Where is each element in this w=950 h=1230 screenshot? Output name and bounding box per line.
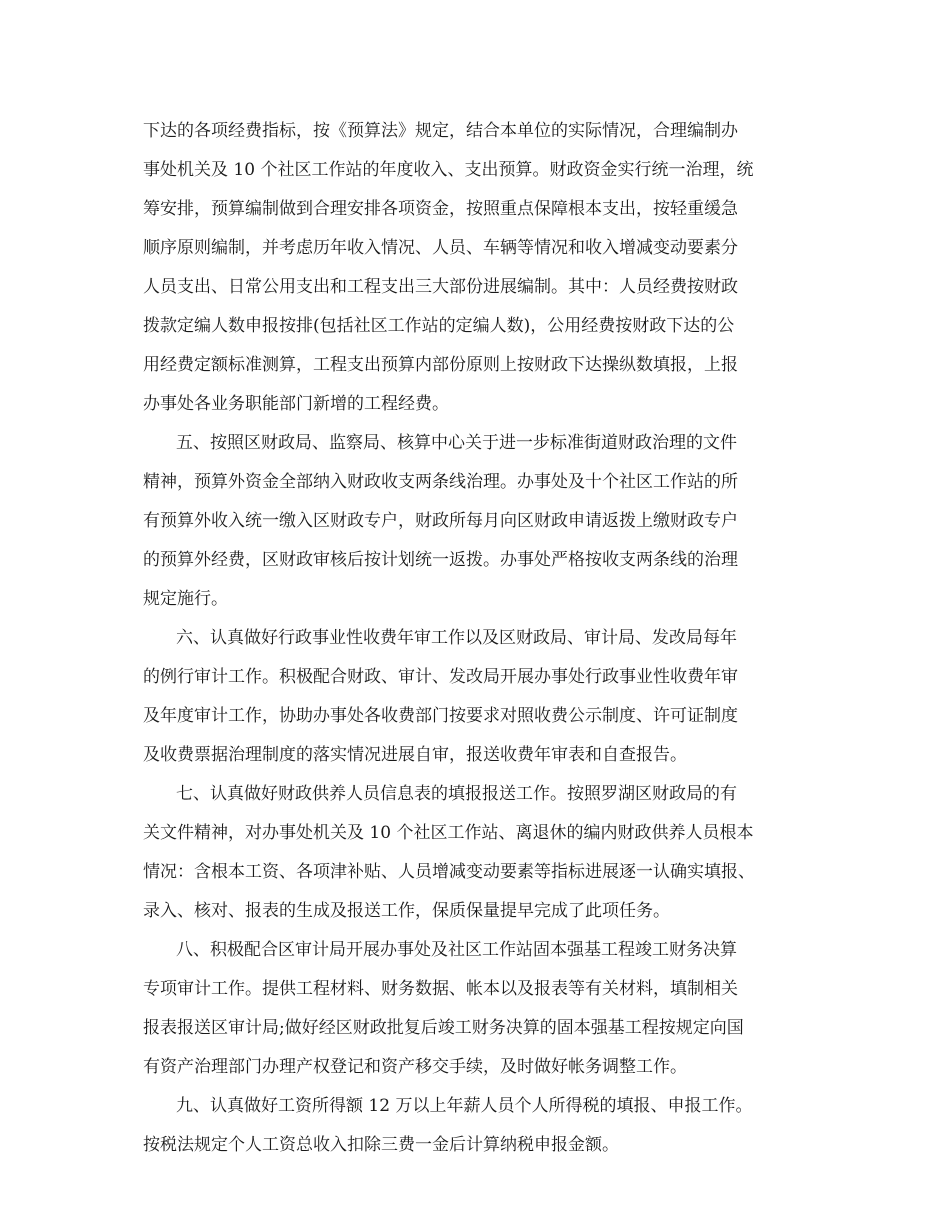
paragraph-item-5: [143, 424, 808, 619]
paragraph-budget-preparation: [143, 112, 808, 424]
text-line: 按税法规定个人工资总收入扣除三费一金后计算纳税申报金额。: [143, 1135, 619, 1155]
text-line: 九、认真做好工资所得额 12 万以上年薪人员个人所得税的填报、申报工作。: [176, 1096, 753, 1116]
text-line: 专项审计工作。提供工程材料、财务数据、帐本以及报表等有关材料，填制相关: [143, 979, 738, 999]
text-line: 下达的各项经费指标，按《预算法》规定，结合本单位的实际情况，合理编制办: [143, 121, 738, 141]
text-line: 五、按照区财政局、监察局、核算中心关于进一步标准街道财政治理的文件: [176, 433, 737, 453]
text-line: 情况：含根本工资、各项津补贴、人员增减变动要素等指标进展逐一认确实填报、: [143, 862, 755, 882]
text-line: 顺序原则编制，并考虑历年收入情况、人员、车辆等情况和收入增减变动要素分: [143, 238, 738, 258]
text-line: 报表报送区审计局;做好经区财政批复后竣工财务决算的固本强基工程按规定向国: [143, 1018, 744, 1038]
paragraph-item-9: [143, 1087, 808, 1165]
text-line: 人员支出、日常公用支出和工程支出三大部份进展编制。其中：人员经费按财政: [143, 277, 738, 297]
text-line: 事处机关及 10 个社区工作站的年度收入、支出预算。财政资金实行统一治理，统: [143, 160, 754, 180]
text-line: 及收费票据治理制度的落实情况进展自审，报送收费年审表和自查报告。: [143, 745, 687, 765]
document-body: [143, 112, 808, 1165]
text-line: 用经费定额标准测算，工程支出预算内部份原则上按财政下达操纵数填报，上报: [143, 355, 738, 375]
text-line: 有资产治理部门办理产权登记和资产移交手续，及时做好帐务调整工作。: [143, 1057, 687, 1077]
text-line: 七、认真做好财政供养人员信息表的填报报送工作。按照罗湖区财政局的有: [176, 784, 737, 804]
paragraph-item-7: [143, 775, 808, 931]
text-line: 筹安排，预算编制做到合理安排各项资金，按照重点保障根本支出，按轻重缓急: [143, 199, 738, 219]
text-line: 及年度审计工作，协助办事处各收费部门按要求对照收费公示制度、许可证制度: [143, 706, 738, 726]
paragraph-item-6: [143, 619, 808, 775]
text-line: 有预算外收入统一缴入区财政专户，财政所每月向区财政申请返拨上缴财政专户: [143, 511, 738, 531]
text-line: 录入、核对、报表的生成及报送工作，保质保量提早完成了此项任务。: [143, 901, 670, 921]
text-line: 的例行审计工作。积极配合财政、审计、发改局开展办事处行政事业性收费年审: [143, 667, 738, 687]
text-line: 的预算外经费，区财政审核后按计划统一返拨。办事处严格按收支两条线的治理: [143, 550, 738, 570]
text-line: 办事处各业务职能部门新增的工程经费。: [143, 394, 449, 414]
text-line: 精神，预算外资金全部纳入财政收支两条线治理。办事处及十个社区工作站的所: [143, 472, 738, 492]
text-line: 关文件精神，对办事处机关及 10 个社区工作站、离退休的编内财政供养人员根本: [143, 823, 754, 843]
text-line: 六、认真做好行政事业性收费年审工作以及区财政局、审计局、发改局每年: [176, 628, 737, 648]
text-line: 拨款定编人数申报按排(包括社区工作站的定编人数)，公用经费按财政下达的公: [143, 316, 735, 336]
text-line: 八、积极配合区审计局开展办事处及社区工作站固本强基工程竣工财务决算: [176, 940, 737, 960]
paragraph-item-8: [143, 931, 808, 1087]
text-line: 规定施行。: [143, 589, 228, 609]
